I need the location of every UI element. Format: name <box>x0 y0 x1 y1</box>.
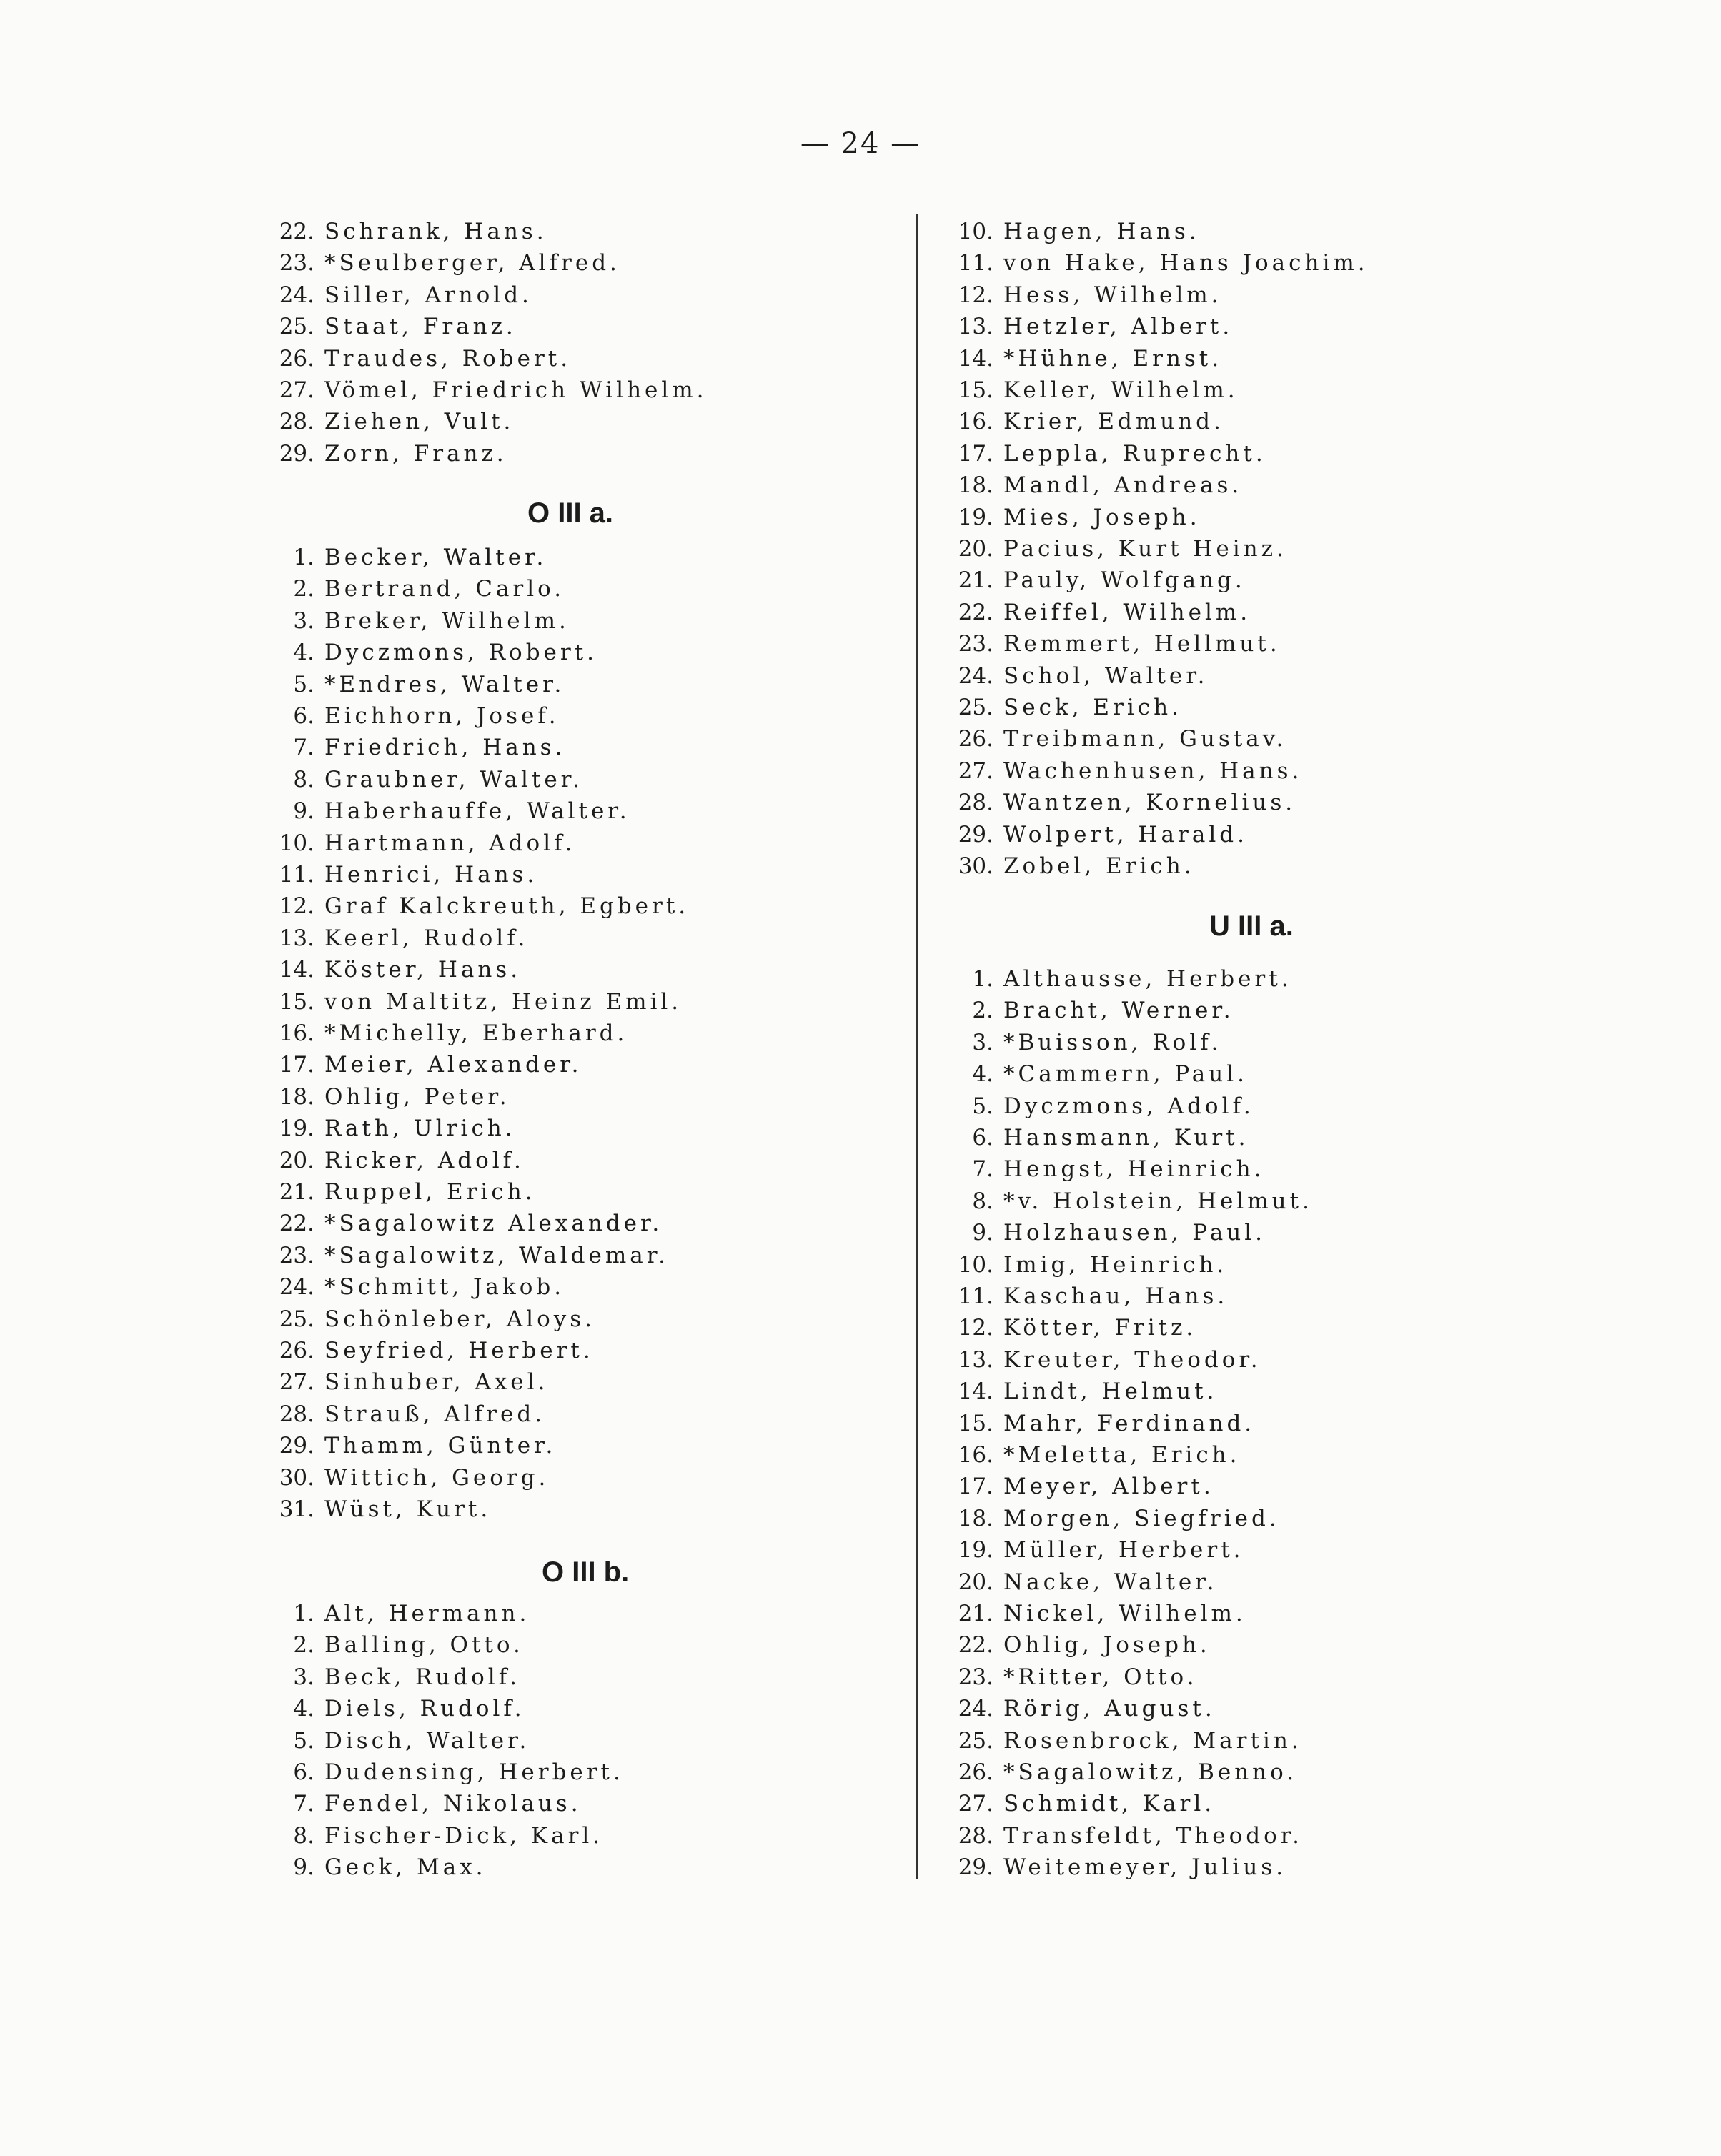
list-item <box>951 1217 1266 1248</box>
list-item <box>272 1113 516 1144</box>
list-item <box>951 1344 1261 1376</box>
entry-name: Fendel, Nikolaus. <box>324 1791 582 1817</box>
entry-number: 8. <box>293 766 314 793</box>
entry-number: 19. <box>958 1537 993 1564</box>
entry-name: Seyfried, Herbert. <box>324 1338 594 1363</box>
entry-name: Disch, Walter. <box>324 1727 530 1754</box>
entry-name: Wachenhusen, Hans. <box>1003 757 1303 784</box>
entry-name: Seck, Erich. <box>1003 695 1182 720</box>
entry-number: 19. <box>279 1116 314 1142</box>
entry-name: Henrici, Hans. <box>324 862 538 888</box>
section-heading: O III a. <box>527 497 614 529</box>
list-item <box>951 1788 1215 1819</box>
entry-name: *Michelly, Eberhard. <box>324 1020 628 1046</box>
entry-number: 13. <box>958 314 993 340</box>
entry-name: *Ritter, Otto. <box>1003 1664 1198 1690</box>
entry-number: 15. <box>958 377 993 403</box>
list-item <box>951 1408 1255 1439</box>
entry-name: Geck, Max. <box>324 1854 487 1881</box>
entry-number: 13. <box>279 925 314 951</box>
list-item <box>951 1091 1254 1122</box>
entry-name: Leppla, Ruprecht. <box>1003 440 1266 467</box>
list-item <box>951 1312 1196 1343</box>
entry-name: Mahr, Ferdinand. <box>1003 1410 1256 1436</box>
entry-name: Schönleber, Aloys. <box>324 1306 596 1332</box>
list-item <box>951 1598 1246 1629</box>
entry-name: *Buisson, Rolf. <box>1003 1029 1222 1055</box>
entry-name: Kaschau, Hans. <box>1003 1283 1229 1309</box>
entry-name: Rosenbrock, Martin. <box>1003 1727 1302 1754</box>
entry-name: Siller, Arnold. <box>324 282 532 308</box>
list-item <box>951 1058 1248 1090</box>
entry-name: Hagen, Hans. <box>1003 219 1200 244</box>
entry-name: Bertrand, Carlo. <box>324 576 565 602</box>
entry-number: 27. <box>958 757 993 784</box>
list-item <box>951 1820 1303 1852</box>
list-item <box>272 923 528 954</box>
entry-number: 2. <box>293 1632 314 1659</box>
entry-name: Hetzler, Albert. <box>1003 314 1234 340</box>
list-item <box>272 311 517 342</box>
entry-name: Becker, Walter. <box>324 545 547 570</box>
list-item <box>272 1081 510 1113</box>
entry-number: 24. <box>279 282 314 308</box>
list-item <box>951 819 1248 850</box>
entry-name: Imig, Heinrich. <box>1003 1251 1228 1278</box>
entry-name: Schmidt, Karl. <box>1003 1791 1216 1817</box>
list-item <box>272 1852 487 1883</box>
entry-number: 22. <box>279 1211 314 1237</box>
list-item <box>272 890 689 922</box>
list-item <box>272 343 571 374</box>
entry-name: Lindt, Helmut. <box>1003 1378 1218 1405</box>
list-item <box>951 311 1233 342</box>
entry-number: 7. <box>972 1156 993 1183</box>
entry-number: 17. <box>958 1474 993 1500</box>
entry-name: von Hake, Hans Joachim. <box>1003 250 1369 277</box>
entry-name: Morgen, Siegfried. <box>1003 1505 1280 1531</box>
list-item <box>951 963 1292 995</box>
list-item <box>951 995 1234 1026</box>
list-item <box>272 1725 530 1757</box>
list-item <box>951 1439 1241 1471</box>
entry-name: Meyer, Albert. <box>1003 1474 1214 1500</box>
entry-name: Althausse, Herbert. <box>1003 966 1292 992</box>
list-item <box>951 565 1246 596</box>
entry-name: Köster, Hans. <box>324 957 522 983</box>
list-item <box>272 637 597 668</box>
entry-name: Ricker, Adolf. <box>324 1147 525 1173</box>
entry-number: 30. <box>958 853 993 879</box>
list-item <box>272 1693 525 1724</box>
entry-name: *Sagalowitz, Waldemar. <box>324 1242 669 1268</box>
entry-number: 30. <box>279 1464 314 1491</box>
entry-number: 27. <box>279 377 314 403</box>
list-item <box>272 1176 536 1208</box>
entry-number: 25. <box>279 1306 314 1332</box>
entry-number: 4. <box>293 640 314 666</box>
entry-name: Remmert, Hellmut. <box>1003 631 1281 657</box>
entry-number: 6. <box>293 1759 314 1785</box>
entry-number: 27. <box>958 1791 993 1817</box>
list-item <box>951 1376 1217 1407</box>
entry-number: 23. <box>279 250 314 277</box>
entry-number: 29. <box>279 1433 314 1459</box>
entry-name: *Seulberger, Alfred. <box>324 250 620 277</box>
list-item <box>272 954 521 985</box>
list-item <box>951 787 1296 818</box>
entry-number: 20. <box>958 1569 993 1595</box>
entry-number: 24. <box>958 1696 993 1722</box>
entry-number: 9. <box>972 1220 993 1246</box>
entry-number: 14. <box>958 1378 993 1405</box>
entry-number: 28. <box>958 1822 993 1849</box>
list-item <box>272 1462 549 1494</box>
entry-number: 12. <box>958 282 993 308</box>
entry-number: 20. <box>958 536 993 562</box>
entry-number: 10. <box>958 219 993 244</box>
list-item <box>272 859 537 890</box>
list-item <box>272 374 708 406</box>
entry-name: Ohlig, Joseph. <box>1003 1632 1211 1659</box>
entry-number: 11. <box>958 1283 993 1309</box>
entry-number: 8. <box>293 1822 314 1849</box>
entry-name: Ohlig, Peter. <box>324 1083 510 1110</box>
list-item <box>272 828 575 859</box>
entry-name: Nacke, Walter. <box>1003 1569 1218 1595</box>
entry-name: Kötter, Fritz. <box>1003 1315 1197 1341</box>
list-item <box>272 1240 669 1271</box>
list-item <box>951 343 1222 374</box>
entry-name: Thamm, Günter. <box>324 1433 557 1459</box>
entry-name: Fischer-Dick, Karl. <box>324 1822 604 1849</box>
entry-name: Mandl, Andreas. <box>1003 472 1243 499</box>
list-item <box>951 597 1251 628</box>
entry-number: 14. <box>279 957 314 983</box>
entry-number: 15. <box>279 988 314 1015</box>
list-item <box>272 1430 556 1461</box>
list-item <box>951 1281 1228 1312</box>
list-item <box>951 1122 1249 1153</box>
entry-number: 28. <box>958 790 993 816</box>
entry-number: 25. <box>958 1727 993 1754</box>
list-item <box>951 692 1182 723</box>
list-item <box>272 1399 545 1430</box>
entry-number: 6. <box>293 703 314 729</box>
entry-name: *Meletta, Erich. <box>1003 1442 1241 1468</box>
entry-number: 23. <box>958 631 993 657</box>
entry-name: Treibmann, Gustav. <box>1003 726 1287 752</box>
list-item <box>951 1027 1221 1058</box>
list-item <box>272 605 570 637</box>
entry-name: Graubner, Walter. <box>324 766 583 793</box>
entry-name: Breker, Wilhelm. <box>324 607 570 634</box>
entry-number: 4. <box>293 1696 314 1722</box>
list-item <box>951 1566 1217 1598</box>
list-item <box>951 406 1224 437</box>
entry-name: Friedrich, Hans. <box>324 735 566 761</box>
entry-name: Schrank, Hans. <box>324 219 547 244</box>
entry-number: 3. <box>972 1029 993 1055</box>
entry-name: *Cammern, Paul. <box>1003 1061 1249 1088</box>
list-item <box>951 1852 1286 1883</box>
entry-number: 16. <box>958 409 993 435</box>
list-item <box>272 1208 663 1239</box>
entry-number: 26. <box>958 1759 993 1785</box>
entry-number: 29. <box>279 440 314 467</box>
entry-number: 3. <box>293 607 314 634</box>
entry-number: 22. <box>958 1632 993 1659</box>
list-item <box>951 1186 1313 1217</box>
entry-number: 18. <box>958 1505 993 1531</box>
entry-number: 22. <box>279 219 314 244</box>
list-item <box>951 723 1286 755</box>
entry-number: 3. <box>293 1664 314 1690</box>
entry-number: 28. <box>279 1401 314 1427</box>
entry-name: Wüst, Kurt. <box>324 1496 492 1522</box>
entry-number: 25. <box>958 695 993 720</box>
entry-number: 1. <box>293 545 314 570</box>
entry-name: Dyczmons, Robert. <box>324 640 598 666</box>
section-heading: U III a. <box>1209 910 1294 942</box>
entry-name: Hess, Wilhelm. <box>1003 282 1222 308</box>
entry-name: *Endres, Walter. <box>324 671 565 697</box>
entry-name: Transfeldt, Theodor. <box>1003 1822 1304 1849</box>
entry-name: Pacius, Kurt Heinz. <box>1003 536 1287 562</box>
entry-name: Wittich, Georg. <box>324 1464 550 1491</box>
entry-number: 10. <box>958 1251 993 1278</box>
entry-number: 5. <box>972 1093 993 1119</box>
list-item <box>951 438 1266 470</box>
list-item <box>951 1629 1211 1661</box>
entry-number: 21. <box>958 1601 993 1626</box>
entry-number: 27. <box>279 1369 314 1396</box>
entry-name: Wolpert, Harald. <box>1003 821 1248 848</box>
entry-name: Meier, Alexander. <box>324 1052 582 1078</box>
entry-number: 17. <box>279 1052 314 1078</box>
entry-name: Rath, Ulrich. <box>324 1116 516 1142</box>
entry-name: Holzhausen, Paul. <box>1003 1220 1266 1246</box>
entry-number: 1. <box>293 1601 314 1626</box>
list-item <box>272 1494 491 1525</box>
entry-name: Graf Kalckreuth, Egbert. <box>324 893 690 920</box>
entry-name: Dyczmons, Adolf. <box>1003 1093 1254 1119</box>
entry-number: 11. <box>279 862 314 888</box>
list-item <box>272 247 620 279</box>
list-item <box>951 1534 1244 1566</box>
list-item <box>272 542 547 573</box>
list-item <box>272 1049 582 1081</box>
entry-name: Ruppel, Erich. <box>324 1179 536 1205</box>
entry-name: *v. Holstein, Helmut. <box>1003 1188 1313 1214</box>
entry-name: Beck, Rudolf. <box>324 1664 520 1690</box>
list-item <box>272 795 630 827</box>
entry-number: 28. <box>279 409 314 435</box>
list-item <box>272 986 682 1018</box>
list-item <box>951 628 1281 660</box>
list-item <box>951 850 1195 882</box>
list-item <box>272 1303 595 1335</box>
entry-number: 7. <box>293 735 314 761</box>
entry-number: 13. <box>958 1346 993 1373</box>
list-item <box>272 1335 594 1366</box>
entry-name: Bracht, Werner. <box>1003 998 1234 1024</box>
entry-name: Hartmann, Adolf. <box>324 830 576 856</box>
entry-number: 24. <box>279 1274 314 1301</box>
list-item <box>272 438 507 470</box>
list-item <box>272 1661 520 1693</box>
entry-number: 12. <box>958 1315 993 1341</box>
entry-name: Traudes, Robert. <box>324 345 572 372</box>
entry-number: 5. <box>293 1727 314 1754</box>
entry-name: Schol, Walter. <box>1003 662 1209 689</box>
list-item <box>951 533 1287 565</box>
list-item <box>951 1661 1197 1693</box>
entry-name: Zorn, Franz. <box>324 440 507 467</box>
entry-name: Keller, Wilhelm. <box>1003 377 1239 403</box>
entry-name: *Sagalowitz, Benno. <box>1003 1759 1298 1785</box>
entry-number: 4. <box>972 1061 993 1088</box>
section-heading: O III b. <box>542 1556 630 1588</box>
list-item <box>951 1471 1214 1502</box>
list-item <box>272 700 560 732</box>
entry-number: 6. <box>972 1125 993 1151</box>
entry-number: 18. <box>279 1083 314 1110</box>
list-item <box>272 1757 624 1788</box>
entry-number: 16. <box>279 1020 314 1046</box>
entry-name: Weitemeyer, Julius. <box>1003 1854 1287 1881</box>
entry-number: 31. <box>279 1496 314 1522</box>
list-item <box>951 502 1201 533</box>
entry-number: 21. <box>279 1179 314 1205</box>
entry-number: 16. <box>958 1442 993 1468</box>
entry-name: Ziehen, Vult. <box>324 409 515 435</box>
entry-name: Balling, Otto. <box>324 1632 524 1659</box>
list-item <box>272 1018 628 1049</box>
entry-number: 5. <box>293 671 314 697</box>
entry-name: Reiffel, Wilhelm. <box>1003 599 1251 625</box>
list-item <box>272 573 565 605</box>
entry-name: Diels, Rudolf. <box>324 1696 525 1722</box>
entry-number: 24. <box>958 662 993 689</box>
entry-name: von Maltitz, Heinz Emil. <box>324 988 683 1015</box>
entry-number: 12. <box>279 893 314 920</box>
entry-name: Mies, Joseph. <box>1003 504 1201 530</box>
entry-name: *Schmitt, Jakob. <box>324 1274 565 1301</box>
list-item <box>951 470 1242 501</box>
list-item <box>272 406 514 437</box>
entry-name: *Hühne, Ernst. <box>1003 345 1223 372</box>
list-item <box>272 669 565 700</box>
list-item <box>951 1249 1227 1281</box>
list-item <box>272 1788 582 1819</box>
entry-name: Rörig, August. <box>1003 1696 1216 1722</box>
entry-number: 11. <box>958 250 993 277</box>
entry-name: Pauly, Wolfgang. <box>1003 567 1246 594</box>
entry-name: Vömel, Friedrich Wilhelm. <box>324 377 708 403</box>
list-item <box>272 1598 530 1629</box>
entry-number: 22. <box>958 599 993 625</box>
entry-number: 2. <box>293 576 314 602</box>
list-item <box>272 1271 565 1303</box>
entry-number: 18. <box>958 472 993 499</box>
entry-name: Hengst, Heinrich. <box>1003 1156 1265 1183</box>
entry-name: Eichhorn, Josef. <box>324 703 560 729</box>
entry-name: Hansmann, Kurt. <box>1003 1125 1249 1151</box>
entry-number: 26. <box>279 345 314 372</box>
column-divider <box>916 214 918 1879</box>
list-item <box>272 1820 603 1852</box>
list-item <box>951 1153 1264 1185</box>
entry-number: 23. <box>279 1242 314 1268</box>
list-item <box>272 764 583 795</box>
entry-name: Strauß, Alfred. <box>324 1401 546 1427</box>
list-item <box>272 1366 548 1398</box>
entry-name: Müller, Herbert. <box>1003 1537 1244 1564</box>
entry-number: 26. <box>279 1338 314 1363</box>
entry-name: Alt, Hermann. <box>324 1601 530 1626</box>
entry-number: 2. <box>972 998 993 1024</box>
entry-number: 9. <box>293 798 314 825</box>
list-item <box>951 216 1200 247</box>
entry-number: 21. <box>958 567 993 594</box>
list-item <box>951 1725 1302 1757</box>
list-item <box>951 374 1239 406</box>
entry-name: Zobel, Erich. <box>1003 853 1195 879</box>
list-item <box>272 1145 525 1176</box>
entry-number: 10. <box>279 830 314 856</box>
entry-number: 20. <box>279 1147 314 1173</box>
entry-number: 23. <box>958 1664 993 1690</box>
entry-name: Keerl, Rudolf. <box>324 925 529 951</box>
entry-number: 14. <box>958 345 993 372</box>
entry-name: Haberhauffe, Walter. <box>324 798 630 825</box>
entry-name: *Sagalowitz Alexander. <box>324 1211 663 1237</box>
list-item <box>951 279 1222 311</box>
entry-number: 7. <box>293 1791 314 1817</box>
list-item <box>272 1629 524 1661</box>
list-item <box>272 279 532 311</box>
entry-name: Nickel, Wilhelm. <box>1003 1601 1246 1626</box>
entry-name: Krier, Edmund. <box>1003 409 1224 435</box>
entry-number: 26. <box>958 726 993 752</box>
entry-name: Wantzen, Kornelius. <box>1003 790 1296 816</box>
list-item <box>272 732 565 763</box>
entry-name: Sinhuber, Axel. <box>324 1369 549 1396</box>
entry-number: 8. <box>972 1188 993 1214</box>
entry-number: 17. <box>958 440 993 467</box>
entry-number: 25. <box>279 314 314 340</box>
entry-number: 29. <box>958 1854 993 1881</box>
entry-number: 19. <box>958 504 993 530</box>
list-item <box>272 216 547 247</box>
list-item <box>951 1503 1280 1534</box>
list-item <box>951 247 1369 279</box>
entry-number: 29. <box>958 821 993 848</box>
list-item <box>951 755 1302 787</box>
list-item <box>951 660 1209 692</box>
entry-number: 9. <box>293 1854 314 1881</box>
entry-name: Staat, Franz. <box>324 314 517 340</box>
entry-name: Kreuter, Theodor. <box>1003 1346 1261 1373</box>
list-item <box>951 1693 1216 1724</box>
entry-number: 15. <box>958 1410 993 1436</box>
entry-number: 1. <box>972 966 993 992</box>
page-number: — 24 — <box>800 127 921 160</box>
entry-name: Dudensing, Herbert. <box>324 1759 624 1785</box>
list-item <box>951 1757 1297 1788</box>
